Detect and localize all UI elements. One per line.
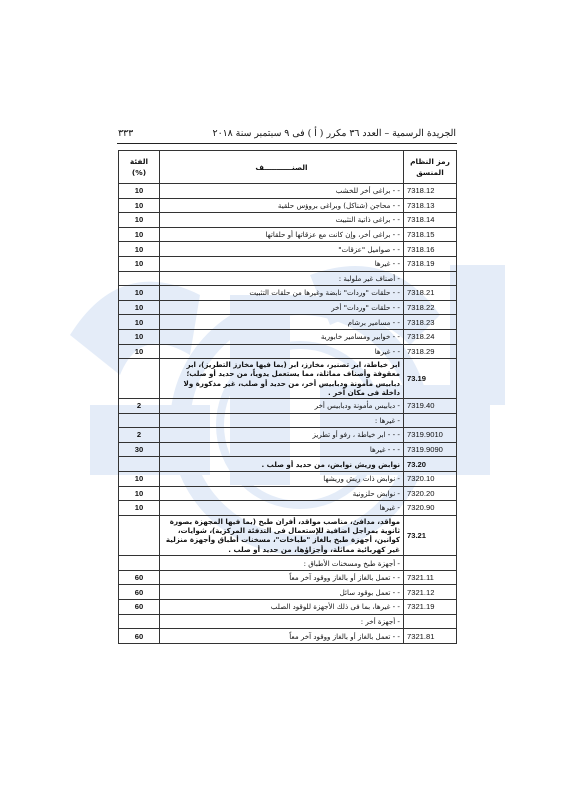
- rate-cell: 60: [119, 600, 160, 615]
- table-header-row: [119, 151, 457, 184]
- rate-cell: 10: [119, 213, 160, 228]
- hs-code-cell: 7321.12: [404, 585, 457, 600]
- heading-row: [119, 515, 457, 556]
- rate-cell: 10: [119, 256, 160, 271]
- hs-code-cell: 7318.24: [404, 329, 457, 344]
- hs-code-cell: 7318.12: [404, 184, 457, 199]
- rate-cell: 10: [119, 198, 160, 213]
- hs-code-cell: [404, 556, 457, 571]
- hs-code-cell: 7318.22: [404, 300, 457, 315]
- hs-code-cell: [404, 413, 457, 428]
- rate-cell: [119, 556, 160, 571]
- description-cell: - - مسامير برشام: [160, 315, 404, 330]
- hs-code-cell: 7318.29: [404, 344, 457, 359]
- table-row: [119, 329, 457, 344]
- rate-cell: 10: [119, 315, 160, 330]
- rate-cell: 30: [119, 442, 160, 457]
- description-cell: - - تعمل بالغاز أو بالغاز ووقود آخر معاً: [160, 629, 404, 644]
- table-row: [119, 242, 457, 257]
- hs-code-cell: 7318.13: [404, 198, 457, 213]
- description-cell: نوابض وريش نوابض، من حديد أو صلب .: [160, 457, 404, 472]
- description-cell: ابر خياطة، ابر تصنير، مخارز، ابر (بما فيها مخارز التطريز)، ابر معقوفة وأصناف مماثلة، مما يستعمل يدوياً، من حديد أو صلب؛ دبابيس مأمونة ودبابيس أخر، من حديد أو صلب، غير مذكورة ولا داخلة فى مكان آخر .: [160, 359, 404, 399]
- rate-cell: [119, 413, 160, 428]
- rate-cell: 10: [119, 227, 160, 242]
- table-body: [119, 184, 457, 644]
- table-row: [119, 198, 457, 213]
- description-cell: - نوابض ذات ريش وريشها: [160, 471, 404, 486]
- hs-code-cell: 7320.10: [404, 471, 457, 486]
- table-row: [119, 471, 457, 486]
- hs-code-cell: 7318.14: [404, 213, 457, 228]
- rate-cell: 10: [119, 242, 160, 257]
- table-row: [119, 271, 457, 286]
- hs-code-cell: 7319.9090: [404, 442, 457, 457]
- column-header-description: الصنـــــــــــف: [160, 151, 404, 184]
- hs-code-cell: 7319.40: [404, 398, 457, 413]
- rate-cell: 10: [119, 344, 160, 359]
- description-cell: - - غيرها: [160, 344, 404, 359]
- rate-cell: 60: [119, 570, 160, 585]
- description-cell: - - خوابير ومسامير خابورية: [160, 329, 404, 344]
- page-number: ٣٣٣: [118, 127, 134, 139]
- table-row: [119, 315, 457, 330]
- description-cell: - - براغى أخر، وإن كانت مع عزقاتها أو حلقاتها: [160, 227, 404, 242]
- rate-cell: 2: [119, 428, 160, 443]
- header-title: الجريدة الرسمية – العدد ٣٦ مكرر ( أ ) فى ٩ سبتمبر سنة ٢٠١٨: [212, 127, 456, 139]
- table-row: [119, 413, 457, 428]
- table-row: [119, 184, 457, 199]
- rate-cell: 10: [119, 184, 160, 199]
- description-cell: - دبابيس مأمونة ودبابيس أخر: [160, 398, 404, 413]
- page-header: [118, 124, 456, 142]
- rate-cell: [119, 359, 160, 399]
- description-cell: - - صواميل "عزقات": [160, 242, 404, 257]
- hs-code-cell: 7318.19: [404, 256, 457, 271]
- hs-code-cell: 7318.16: [404, 242, 457, 257]
- description-cell: - - حلقات "وردات" أخر: [160, 300, 404, 315]
- hs-code-cell: 7320.20: [404, 486, 457, 501]
- hs-code-cell: 7321.19: [404, 600, 457, 615]
- table-row: [119, 442, 457, 457]
- table-row: [119, 556, 457, 571]
- description-cell: مواقد، مدافئ، مناصب مواقد، أفران طبخ (بما فيها المجهزة بصورة ثانوية بمراجل اضافية للإستعمال فى التدفئة المركزية)، شوايات، كوانين، أجهزة طبخ بالغاز "طباخات"، مسخنات أطباق وأجهزة منزلية غير كهربائية مماثلة، وأجزاؤها، من حديد أو صلب .: [160, 515, 404, 556]
- hs-code-cell: 73.21: [404, 515, 457, 556]
- description-cell: - - غيرها: [160, 256, 404, 271]
- rate-cell: 60: [119, 629, 160, 644]
- rate-cell: 2: [119, 398, 160, 413]
- table-row: [119, 227, 457, 242]
- tariff-table: [118, 150, 457, 644]
- description-cell: - - براغى أخر للخشب: [160, 184, 404, 199]
- hs-code-cell: 7318.15: [404, 227, 457, 242]
- rate-cell: 10: [119, 486, 160, 501]
- description-cell: - - حلقات "وردات" نابضة وغيرها من حلقات التثبيت: [160, 286, 404, 301]
- description-cell: - غيرها :: [160, 413, 404, 428]
- table-row: [119, 629, 457, 644]
- description-cell: - - براغى ذاتية التثبيت: [160, 213, 404, 228]
- description-cell: - - تعمل بالغاز أو بالغاز ووقود آخر معاً: [160, 570, 404, 585]
- table-row: [119, 344, 457, 359]
- hs-code-cell: 73.19: [404, 359, 457, 399]
- column-header-code: رمز النظام المنسق: [404, 151, 457, 184]
- rate-cell: 10: [119, 286, 160, 301]
- description-cell: - - غيرها، بما فى ذلك الأجهزة للوقود الصلب: [160, 600, 404, 615]
- table-row: [119, 570, 457, 585]
- hs-code-cell: [404, 614, 457, 629]
- table-row: [119, 585, 457, 600]
- table-row: [119, 286, 457, 301]
- rate-cell: 60: [119, 585, 160, 600]
- rate-cell: [119, 515, 160, 556]
- table-row: [119, 428, 457, 443]
- hs-code-cell: 7320.90: [404, 501, 457, 516]
- table-row: [119, 300, 457, 315]
- rate-cell: 10: [119, 329, 160, 344]
- table-row: [119, 614, 457, 629]
- table-row: [119, 600, 457, 615]
- hs-code-cell: 73.20: [404, 457, 457, 472]
- table-row: [119, 486, 457, 501]
- description-cell: - أصناف غير ملولبة :: [160, 271, 404, 286]
- hs-code-cell: [404, 271, 457, 286]
- header-divider: [117, 143, 457, 144]
- description-cell: - غيرها: [160, 501, 404, 516]
- rate-cell: 10: [119, 501, 160, 516]
- hs-code-cell: 7318.21: [404, 286, 457, 301]
- heading-row: [119, 457, 457, 472]
- rate-cell: 10: [119, 300, 160, 315]
- rate-cell: [119, 614, 160, 629]
- table-row: [119, 398, 457, 413]
- description-cell: - - - غيرها: [160, 442, 404, 457]
- description-cell: - أجهزة طبخ ومسخنات الأطباق :: [160, 556, 404, 571]
- hs-code-cell: 7319.9010: [404, 428, 457, 443]
- table-row: [119, 501, 457, 516]
- description-cell: - - محاجن (شناكل) وبراغى بروؤس حلقية: [160, 198, 404, 213]
- table-row: [119, 256, 457, 271]
- column-header-rate: الفئة (%): [119, 151, 160, 184]
- rate-cell: 10: [119, 471, 160, 486]
- hs-code-cell: 7321.11: [404, 570, 457, 585]
- rate-cell: [119, 271, 160, 286]
- rate-cell: [119, 457, 160, 472]
- description-cell: - - تعمل بوقود سائل: [160, 585, 404, 600]
- description-cell: - نوابض حلزونية: [160, 486, 404, 501]
- description-cell: - أجهزة أخر :: [160, 614, 404, 629]
- table-row: [119, 213, 457, 228]
- hs-code-cell: 7318.23: [404, 315, 457, 330]
- description-cell: - - - ابر خياطة ، رفو أو تطريز: [160, 428, 404, 443]
- hs-code-cell: 7321.81: [404, 629, 457, 644]
- heading-row: [119, 359, 457, 399]
